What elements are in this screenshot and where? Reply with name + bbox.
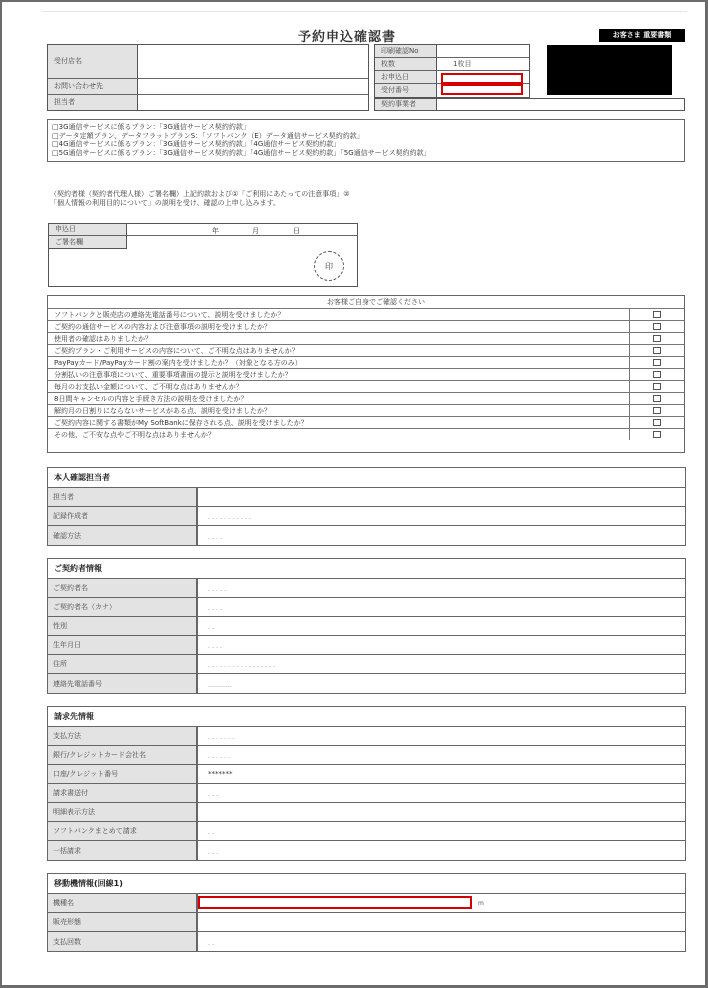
confirmation-checklist [47,295,685,453]
field-label: 性別 [48,617,198,635]
application-date-highlight [441,73,523,84]
field-value: - - - - [208,644,223,651]
checklist-row [48,356,684,368]
table-row [48,636,685,655]
sheet-count-label: 枚数 [375,58,437,71]
application-date-label: お申込日 [375,71,437,84]
field-value: ----------- [208,683,232,690]
signature-date-row [127,224,357,236]
field-label: 請求書送付 [48,784,198,802]
field-value: - - - - - [208,587,227,594]
checklist-question: 毎月のお支払い金額について、ご不明な点はありませんか？ [48,381,630,392]
table-row [48,617,685,636]
field-value: - - - [208,850,219,857]
field-value: - - - - - - - - - - - - - - - - - [208,663,276,670]
receipt-number-label: 受付番号 [375,84,437,97]
store-name-label: 受付店名 [48,45,138,79]
table-row [48,674,685,693]
plan-terms-list [47,119,685,162]
field-value: - - - - - - [208,754,231,761]
contact-label: お問い合わせ先 [48,79,138,95]
device-section [47,873,686,952]
document-page [2,2,705,985]
table-row [48,894,685,913]
signature-area[interactable] [49,249,357,286]
field-label: 銀行/クレジットカード会社名 [48,746,198,764]
field-label: 担当者 [48,488,198,506]
checklist-row [48,320,684,332]
checklist-question: ご契約内容に関する書類がMy SoftBankに保存される点、説明を受けましたか？ [48,417,630,428]
contractor-section-title: ご契約者情報 [48,559,685,579]
field-label: 明細表示方法 [48,803,198,821]
table-row [48,932,685,951]
print-no-label: 印刷確認No [375,45,437,58]
staff-value [138,95,368,110]
field-value: - - [208,941,215,948]
field-label: 記録作成者 [48,507,198,525]
checklist-header: お客様ご自身でご確認ください [327,298,425,306]
table-row [48,784,685,803]
identity-section-title: 本人確認担当者 [48,468,685,488]
checkbox[interactable] [653,335,661,342]
checkbox[interactable] [653,359,661,366]
checklist-row [48,428,684,440]
stamp-mark: 印 [314,251,344,281]
field-value: - - - - - - - [208,735,235,742]
field-value [198,913,685,931]
field-label: ご契約者名（カナ） [48,598,198,616]
checkbox[interactable] [653,347,661,354]
sheet-count-value: 1枚目 [437,58,529,71]
checklist-row [48,416,684,428]
checklist-row [48,392,684,404]
table-row [48,765,685,784]
checklist-question: PayPayカード/PayPayカード割の案内を受けましたか？（対象となる方のみ） [48,357,630,368]
checklist-row [48,380,684,392]
field-label: 支払回数 [48,932,198,951]
field-label: 口座/クレジット番号 [48,765,198,783]
table-row [48,507,685,526]
document-title: 予約申込確認書 [297,30,396,45]
checklist-row [48,404,684,416]
table-row [48,822,685,841]
table-row [48,579,685,598]
device-section-title: 移動機情報(回線1) [48,874,685,894]
receipt-number-highlight [441,84,523,95]
field-value: - - - [208,792,219,799]
field-value [198,894,685,912]
signature-date-label: 申込日 [49,224,127,236]
carrier-label: 契約事業者 [375,99,437,110]
field-label: 支払方法 [48,727,198,745]
field-label: 生年月日 [48,636,198,654]
checkbox[interactable] [653,311,661,318]
billing-section-title: 請求先情報 [48,707,685,727]
field-label: 一括請求 [48,841,198,860]
staff-label: 担当者 [48,95,138,110]
field-value: - - - - [208,535,223,542]
checklist-question: ご契約プラン・ご利用サービスの内容について、ご不明な点はありませんか？ [48,345,630,356]
checklist-row [48,368,684,380]
redacted-block [547,45,672,95]
identity-section [47,467,686,546]
checkbox[interactable] [653,419,661,426]
day-label: 日 [293,227,300,235]
field-value: - - [208,625,215,632]
checkbox[interactable] [653,431,661,438]
month-label: 月 [252,227,259,235]
declaration-text: （契約者様（契約者代理人様）ご署名欄）上記約款および①「ご利用にあたっての注意事項」②「個人情報の利用目的について」の説明を受け、確認の上申し込みます。 [50,190,350,207]
signature-box [48,223,358,287]
print-no-value [437,45,529,58]
field-label: 確認方法 [48,526,198,545]
field-value: - - [208,830,215,837]
table-row [48,841,685,860]
field-label: 機種名 [48,894,198,912]
field-label: ソフトバンクまとめて請求 [48,822,198,840]
signature-name-label: ご署名欄 [49,236,127,249]
field-value: ******* [208,770,233,778]
field-label: 住所 [48,655,198,673]
field-value: - - - - - - - - - - - [208,515,251,522]
table-row [48,727,685,746]
store-info-table [47,44,369,111]
carrier-row [374,98,685,111]
plan-4g[interactable]: □4G通信サービスに係るプラン：「3G通信サービス契約約款」「4G通信サービス契約約款」 [52,140,341,148]
plan-3g[interactable]: □3G通信サービスに係るプラン：「3G通信サービス契約約款」 [52,123,250,131]
checklist-question: ご契約の通信サービスの内容および注意事項の説明を受けましたか？ [48,321,630,332]
checklist-question: 8日間キャンセルの内容と手続き方法の説明を受けましたか？ [48,393,630,404]
model-name-suffix: m [478,900,484,907]
table-row [48,913,685,932]
field-label: 販売形態 [48,913,198,931]
important-document-badge: お客さま 重要書類 [599,29,685,42]
checkbox[interactable] [653,383,661,390]
plan-5g[interactable]: □5G通信サービスに係るプラン：「3G通信サービス契約約款」「4G通信サービス契約約款」「5G通信サービス契約約款」 [52,148,431,157]
checklist-row [48,344,684,356]
billing-section [47,706,686,861]
model-name-highlight [198,896,472,909]
checklist-question: 解約月の日割りにならないサービスがある点、説明を受けましたか？ [48,405,630,416]
year-label: 年 [212,227,219,235]
table-row [48,488,685,507]
checklist-question: 使用者の確認はありましたか？ [48,333,630,344]
checklist-row [48,308,684,320]
checkbox[interactable] [653,395,661,402]
table-row [48,526,685,545]
contractor-section [47,558,686,694]
checkbox[interactable] [653,407,661,414]
carrier-value [437,99,684,110]
checklist-question: ソフトバンクと販売店の連絡先電話番号について、説明を受けましたか？ [48,309,630,320]
field-value [198,803,685,821]
table-row [48,598,685,617]
table-row [48,803,685,822]
table-row [48,746,685,765]
checkbox[interactable] [653,323,661,330]
table-row [48,655,685,674]
plan-data-flat[interactable]: □データ定額プラン、データフラットプランS：「ソフトバンク（E）データ通信サービス契約約款」 [52,131,364,140]
checklist-question: その他、ご不安な点やご不明な点はありませんか？ [48,429,630,440]
field-value: - - - - [208,606,223,613]
store-name-value [138,45,368,79]
field-value [198,488,685,506]
contact-value [138,79,368,95]
checkbox[interactable] [653,371,661,378]
top-divider [42,11,687,12]
checklist-row [48,332,684,344]
checklist-question: 分割払いの注意事項について、重要事項書面の提示と説明を受けましたか？ [48,369,630,380]
field-label: ご契約者名 [48,579,198,597]
field-label: 連絡先電話番号 [48,674,198,693]
